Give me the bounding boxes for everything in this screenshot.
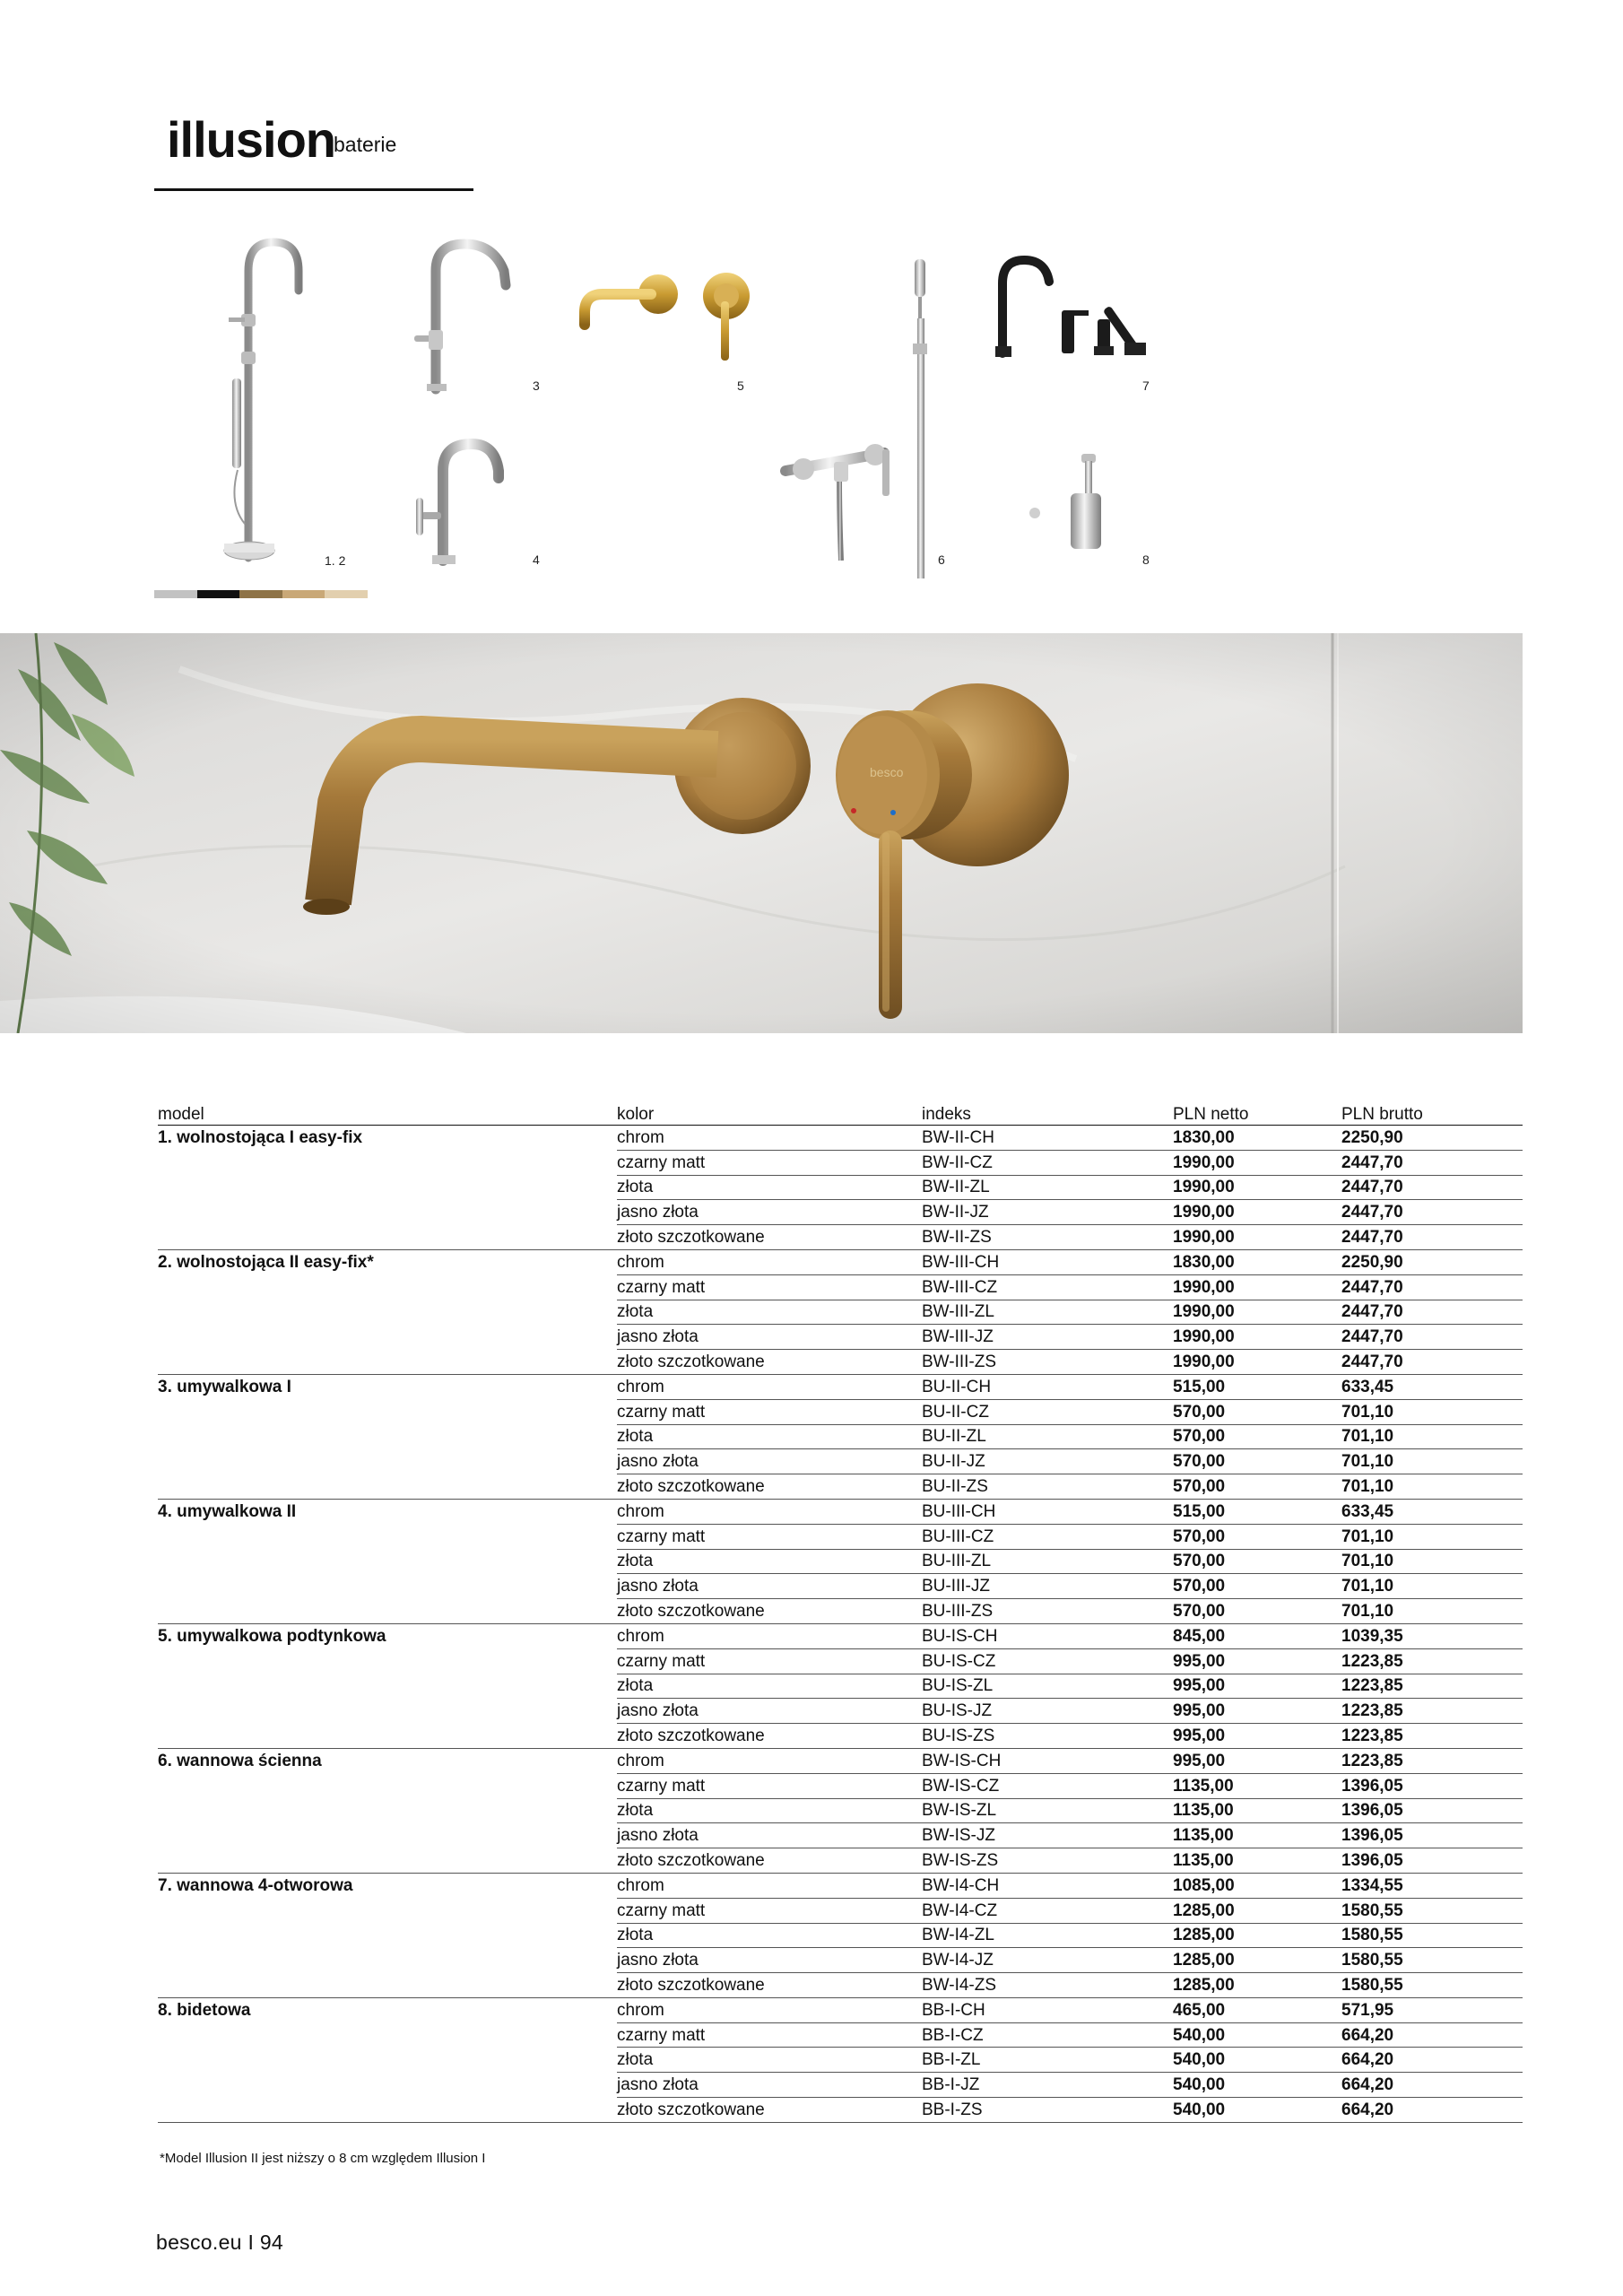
cell-model bbox=[158, 1798, 617, 1823]
cell-indeks: BW-I4-JZ bbox=[922, 1948, 1173, 1973]
cell-kolor: czarny matt bbox=[617, 2022, 922, 2048]
cell-model bbox=[158, 1599, 617, 1624]
cell-indeks: BU-II-CZ bbox=[922, 1399, 1173, 1424]
cell-pln-netto: 570,00 bbox=[1173, 1449, 1341, 1474]
product-basin-mixer-image bbox=[405, 426, 522, 570]
table-row bbox=[158, 1923, 1523, 1948]
cell-indeks: BW-III-ZS bbox=[922, 1350, 1173, 1375]
cell-pln-brutto: 701,10 bbox=[1341, 1599, 1523, 1624]
cell-pln-brutto: 1334,55 bbox=[1341, 1873, 1523, 1898]
product-number-label: 4 bbox=[533, 552, 540, 567]
cell-pln-netto: 1135,00 bbox=[1173, 1798, 1341, 1823]
cell-model: 6. wannowa ścienna bbox=[158, 1752, 322, 1771]
cell-indeks: BU-III-ZL bbox=[922, 1549, 1173, 1574]
column-header-indeks: indeks bbox=[922, 1098, 1173, 1126]
cell-indeks: BB-I-ZS bbox=[922, 2098, 1173, 2123]
cell-pln-brutto: 1396,05 bbox=[1341, 1848, 1523, 1874]
cell-pln-netto: 570,00 bbox=[1173, 1599, 1341, 1624]
cell-model bbox=[158, 2048, 617, 2073]
cell-pln-netto: 995,00 bbox=[1173, 1699, 1341, 1724]
product-number-label: 3 bbox=[533, 378, 540, 393]
cell-kolor: złota bbox=[617, 2048, 922, 2073]
cell-pln-netto: 995,00 bbox=[1173, 1748, 1341, 1773]
cell-pln-netto: 515,00 bbox=[1173, 1374, 1341, 1399]
cell-pln-netto: 1085,00 bbox=[1173, 1873, 1341, 1898]
cell-kolor: czarny matt bbox=[617, 1524, 922, 1549]
table-row bbox=[158, 1724, 1523, 1749]
product-concealed-basin-mixer-image bbox=[576, 269, 764, 368]
column-header-kolor: kolor bbox=[617, 1098, 922, 1126]
product-number-label: 5 bbox=[737, 378, 744, 393]
cell-pln-netto: 540,00 bbox=[1173, 2022, 1341, 2048]
table-row bbox=[158, 1997, 1523, 2022]
table-row bbox=[158, 1374, 1523, 1399]
footnote: *Model Illusion II jest niższy o 8 cm względem Illusion I bbox=[160, 2151, 486, 2166]
cell-indeks: BW-I4-ZS bbox=[922, 1973, 1173, 1998]
cell-pln-brutto: 1223,85 bbox=[1341, 1724, 1523, 1749]
cell-kolor: chrom bbox=[617, 1249, 922, 1274]
cell-pln-netto: 570,00 bbox=[1173, 1524, 1341, 1549]
cell-indeks: BW-II-JZ bbox=[922, 1200, 1173, 1225]
table-row bbox=[158, 1449, 1523, 1474]
table-row bbox=[158, 1274, 1523, 1300]
table-header-row bbox=[158, 1098, 1523, 1126]
cell-kolor: jasno złota bbox=[617, 1325, 922, 1350]
cell-pln-netto: 1990,00 bbox=[1173, 1225, 1341, 1250]
cell-pln-brutto: 1223,85 bbox=[1341, 1748, 1523, 1773]
title-underline bbox=[154, 188, 473, 191]
cell-indeks: BW-I4-ZL bbox=[922, 1923, 1173, 1948]
cell-kolor: złota bbox=[617, 1549, 922, 1574]
cell-pln-netto: 845,00 bbox=[1173, 1623, 1341, 1648]
cell-pln-netto: 570,00 bbox=[1173, 1574, 1341, 1599]
cell-kolor: złoto szczotkowane bbox=[617, 1724, 922, 1749]
table-row bbox=[158, 1499, 1523, 1524]
table-row bbox=[158, 2098, 1523, 2123]
cell-indeks: BU-III-CZ bbox=[922, 1524, 1173, 1549]
cell-pln-brutto: 664,20 bbox=[1341, 2048, 1523, 2073]
page-title: illusion bbox=[167, 111, 335, 168]
cell-kolor: złota bbox=[617, 1798, 922, 1823]
cell-pln-brutto: 701,10 bbox=[1341, 1399, 1523, 1424]
cell-pln-brutto: 701,10 bbox=[1341, 1574, 1523, 1599]
cell-indeks: BU-III-JZ bbox=[922, 1574, 1173, 1599]
cell-model bbox=[158, 2073, 617, 2098]
cell-pln-brutto: 2447,70 bbox=[1341, 1300, 1523, 1325]
cell-model bbox=[158, 1399, 617, 1424]
cell-pln-netto: 570,00 bbox=[1173, 1474, 1341, 1500]
cell-kolor: chrom bbox=[617, 1126, 922, 1151]
cell-indeks: BB-I-JZ bbox=[922, 2073, 1173, 2098]
cell-pln-netto: 465,00 bbox=[1173, 1997, 1341, 2022]
table-row bbox=[158, 2073, 1523, 2098]
cell-pln-brutto: 1223,85 bbox=[1341, 1674, 1523, 1699]
cell-model bbox=[158, 1848, 617, 1874]
table-row bbox=[158, 1674, 1523, 1699]
cell-indeks: BU-IS-CZ bbox=[922, 1648, 1173, 1674]
cell-pln-brutto: 2447,70 bbox=[1341, 1350, 1523, 1375]
table-row bbox=[158, 1126, 1523, 1151]
cell-pln-brutto: 1580,55 bbox=[1341, 1923, 1523, 1948]
cell-model bbox=[158, 1524, 617, 1549]
swatch-chrome bbox=[154, 590, 197, 598]
table-row bbox=[158, 1848, 1523, 1874]
page-subtitle: baterie bbox=[334, 133, 397, 156]
cell-pln-brutto: 2447,70 bbox=[1341, 1200, 1523, 1225]
table-row bbox=[158, 1898, 1523, 1923]
cell-model bbox=[158, 1200, 617, 1225]
table-row bbox=[158, 1175, 1523, 1200]
table-row bbox=[158, 1823, 1523, 1848]
cell-kolor: czarny matt bbox=[617, 1898, 922, 1923]
product-number-label: 8 bbox=[1142, 552, 1150, 567]
cell-kolor: złota bbox=[617, 1424, 922, 1449]
cell-kolor: złoto szczotkowane bbox=[617, 1848, 922, 1874]
table-row bbox=[158, 1873, 1523, 1898]
cell-model bbox=[158, 1574, 617, 1599]
table-row bbox=[158, 1549, 1523, 1574]
table-row bbox=[158, 1225, 1523, 1250]
cell-pln-brutto: 1223,85 bbox=[1341, 1699, 1523, 1724]
cell-pln-brutto: 664,20 bbox=[1341, 2073, 1523, 2098]
cell-pln-brutto: 701,10 bbox=[1341, 1449, 1523, 1474]
cell-indeks: BB-I-ZL bbox=[922, 2048, 1173, 2073]
product-number-label: 6 bbox=[938, 552, 945, 567]
cell-pln-brutto: 1580,55 bbox=[1341, 1948, 1523, 1973]
cell-kolor: jasno złota bbox=[617, 1574, 922, 1599]
cell-indeks: BW-IS-CZ bbox=[922, 1773, 1173, 1798]
cell-model bbox=[158, 1325, 617, 1350]
cell-kolor: złoto szczotkowane bbox=[617, 1599, 922, 1624]
cell-pln-brutto: 1580,55 bbox=[1341, 1973, 1523, 1998]
page-footer: besco.eu I 94 bbox=[156, 2231, 284, 2254]
table-row bbox=[158, 1748, 1523, 1773]
hero-photo-gold-wall-mixer bbox=[0, 633, 1523, 1033]
cell-model bbox=[158, 1225, 617, 1250]
cell-kolor: jasno złota bbox=[617, 1449, 922, 1474]
cell-indeks: BU-II-CH bbox=[922, 1374, 1173, 1399]
cell-pln-brutto: 1396,05 bbox=[1341, 1798, 1523, 1823]
table-row bbox=[158, 1574, 1523, 1599]
cell-kolor: chrom bbox=[617, 1499, 922, 1524]
cell-model bbox=[158, 1175, 617, 1200]
cell-model bbox=[158, 1274, 617, 1300]
cell-model bbox=[158, 1823, 617, 1848]
cell-model bbox=[158, 1150, 617, 1175]
cell-indeks: BU-II-ZL bbox=[922, 1424, 1173, 1449]
table-row bbox=[158, 2048, 1523, 2073]
cell-pln-brutto: 571,95 bbox=[1341, 1997, 1523, 2022]
cell-pln-netto: 1285,00 bbox=[1173, 1923, 1341, 1948]
cell-indeks: BU-II-ZS bbox=[922, 1474, 1173, 1500]
color-swatch-bar bbox=[154, 590, 368, 598]
table-row bbox=[158, 1424, 1523, 1449]
table-row bbox=[158, 1773, 1523, 1798]
table-row bbox=[158, 1300, 1523, 1325]
cell-kolor: czarny matt bbox=[617, 1274, 922, 1300]
cell-kolor: chrom bbox=[617, 1748, 922, 1773]
cell-pln-brutto: 1396,05 bbox=[1341, 1823, 1523, 1848]
cell-indeks: BU-IS-CH bbox=[922, 1623, 1173, 1648]
column-header-pln-netto: PLN netto bbox=[1173, 1098, 1341, 1126]
cell-model: 7. wannowa 4-otworowa bbox=[158, 1876, 353, 1896]
cell-kolor: jasno złota bbox=[617, 1200, 922, 1225]
cell-kolor: chrom bbox=[617, 1623, 922, 1648]
cell-model bbox=[158, 1648, 617, 1674]
table-row bbox=[158, 1249, 1523, 1274]
table-row bbox=[158, 1599, 1523, 1624]
cell-kolor: czarny matt bbox=[617, 1648, 922, 1674]
cell-model bbox=[158, 1300, 617, 1325]
cell-indeks: BW-I4-CH bbox=[922, 1873, 1173, 1898]
cell-indeks: BU-III-ZS bbox=[922, 1599, 1173, 1624]
cell-kolor: chrom bbox=[617, 1374, 922, 1399]
cell-kolor: czarny matt bbox=[617, 1399, 922, 1424]
cell-kolor: jasno złota bbox=[617, 2073, 922, 2098]
table-row bbox=[158, 1474, 1523, 1500]
cell-indeks: BB-I-CH bbox=[922, 1997, 1173, 2022]
price-table-body bbox=[158, 1126, 1523, 2123]
swatch-gold bbox=[282, 590, 325, 598]
table-row bbox=[158, 2022, 1523, 2048]
cell-pln-brutto: 664,20 bbox=[1341, 2022, 1523, 2048]
cell-pln-netto: 995,00 bbox=[1173, 1674, 1341, 1699]
cell-indeks: BW-III-JZ bbox=[922, 1325, 1173, 1350]
cell-indeks: BW-II-ZS bbox=[922, 1225, 1173, 1250]
cell-indeks: BW-III-ZL bbox=[922, 1300, 1173, 1325]
swatch-light-gold bbox=[325, 590, 368, 598]
table-row bbox=[158, 1648, 1523, 1674]
cell-pln-netto: 540,00 bbox=[1173, 2048, 1341, 2073]
cell-model bbox=[158, 1699, 617, 1724]
cell-indeks: BW-III-CH bbox=[922, 1249, 1173, 1274]
table-row bbox=[158, 1325, 1523, 1350]
product-4-hole-bath-mixer-image bbox=[983, 253, 1153, 370]
cell-model: 8. bidetowa bbox=[158, 2001, 251, 2021]
cell-pln-netto: 1990,00 bbox=[1173, 1300, 1341, 1325]
product-bidet-mixer-image bbox=[1026, 448, 1115, 556]
table-row bbox=[158, 1699, 1523, 1724]
cell-model bbox=[158, 1350, 617, 1375]
product-freestanding-mixer-image bbox=[202, 235, 318, 569]
product-number-label: 1. 2 bbox=[325, 553, 346, 568]
cell-model: 3. umywalkowa I bbox=[158, 1378, 291, 1397]
cell-pln-netto: 1135,00 bbox=[1173, 1773, 1341, 1798]
cell-pln-brutto: 1223,85 bbox=[1341, 1648, 1523, 1674]
cell-pln-brutto: 701,10 bbox=[1341, 1549, 1523, 1574]
cell-pln-netto: 1285,00 bbox=[1173, 1973, 1341, 1998]
table-row bbox=[158, 1524, 1523, 1549]
cell-pln-netto: 540,00 bbox=[1173, 2098, 1341, 2123]
cell-kolor: jasno złota bbox=[617, 1823, 922, 1848]
cell-pln-brutto: 664,20 bbox=[1341, 2098, 1523, 2123]
cell-kolor: złota bbox=[617, 1300, 922, 1325]
cell-pln-brutto: 633,45 bbox=[1341, 1374, 1523, 1399]
cell-kolor: złota bbox=[617, 1175, 922, 1200]
cell-pln-netto: 1285,00 bbox=[1173, 1948, 1341, 1973]
column-header-model: model bbox=[158, 1098, 617, 1126]
cell-indeks: BU-IS-ZS bbox=[922, 1724, 1173, 1749]
cell-kolor: złoto szczotkowane bbox=[617, 1474, 922, 1500]
table-row bbox=[158, 1399, 1523, 1424]
cell-pln-netto: 1990,00 bbox=[1173, 1274, 1341, 1300]
cell-model bbox=[158, 1674, 617, 1699]
cell-model: 5. umywalkowa podtynkowa bbox=[158, 1627, 386, 1647]
product-tall-basin-mixer-image bbox=[405, 235, 522, 396]
table-row bbox=[158, 1623, 1523, 1648]
cell-pln-netto: 570,00 bbox=[1173, 1424, 1341, 1449]
cell-pln-brutto: 1396,05 bbox=[1341, 1773, 1523, 1798]
cell-kolor: złota bbox=[617, 1674, 922, 1699]
cell-model bbox=[158, 1773, 617, 1798]
cell-indeks: BW-IS-JZ bbox=[922, 1823, 1173, 1848]
cell-pln-brutto: 1039,35 bbox=[1341, 1623, 1523, 1648]
cell-indeks: BW-IS-CH bbox=[922, 1748, 1173, 1773]
column-header-pln-brutto: PLN brutto bbox=[1341, 1098, 1523, 1126]
table-row bbox=[158, 1973, 1523, 1998]
cell-model: 4. umywalkowa II bbox=[158, 1502, 297, 1522]
cell-pln-netto: 995,00 bbox=[1173, 1724, 1341, 1749]
cell-model bbox=[158, 1724, 617, 1749]
cell-pln-netto: 1285,00 bbox=[1173, 1898, 1341, 1923]
cell-model bbox=[158, 1948, 617, 1973]
cell-pln-netto: 1990,00 bbox=[1173, 1350, 1341, 1375]
cell-pln-netto: 1990,00 bbox=[1173, 1200, 1341, 1225]
cell-pln-netto: 995,00 bbox=[1173, 1648, 1341, 1674]
cell-kolor: złoto szczotkowane bbox=[617, 1973, 922, 1998]
cell-kolor: czarny matt bbox=[617, 1150, 922, 1175]
cell-model bbox=[158, 1449, 617, 1474]
cell-pln-brutto: 701,10 bbox=[1341, 1424, 1523, 1449]
cell-pln-netto: 1990,00 bbox=[1173, 1175, 1341, 1200]
cell-model bbox=[158, 1923, 617, 1948]
cell-pln-netto: 1135,00 bbox=[1173, 1848, 1341, 1874]
table-row bbox=[158, 1200, 1523, 1225]
table-row bbox=[158, 1350, 1523, 1375]
cell-model bbox=[158, 1549, 617, 1574]
cell-pln-netto: 540,00 bbox=[1173, 2073, 1341, 2098]
cell-indeks: BU-IS-ZL bbox=[922, 1674, 1173, 1699]
cell-model bbox=[158, 1474, 617, 1500]
cell-pln-netto: 1830,00 bbox=[1173, 1126, 1341, 1151]
swatch-brushed-gold bbox=[239, 590, 282, 598]
cell-pln-brutto: 2250,90 bbox=[1341, 1126, 1523, 1151]
table-row bbox=[158, 1948, 1523, 1973]
cell-indeks: BW-I4-CZ bbox=[922, 1898, 1173, 1923]
cell-kolor: złoto szczotkowane bbox=[617, 2098, 922, 2123]
cell-pln-netto: 1135,00 bbox=[1173, 1823, 1341, 1848]
cell-kolor: jasno złota bbox=[617, 1948, 922, 1973]
cell-pln-netto: 570,00 bbox=[1173, 1399, 1341, 1424]
cell-model bbox=[158, 2098, 617, 2123]
cell-indeks: BW-IS-ZL bbox=[922, 1798, 1173, 1823]
cell-pln-brutto: 2447,70 bbox=[1341, 1225, 1523, 1250]
cell-indeks: BU-III-CH bbox=[922, 1499, 1173, 1524]
product-wall-bath-mixer-image bbox=[777, 256, 938, 578]
cell-indeks: BW-II-CH bbox=[922, 1126, 1173, 1151]
cell-pln-brutto: 1580,55 bbox=[1341, 1898, 1523, 1923]
cell-model bbox=[158, 2022, 617, 2048]
cell-pln-brutto: 2447,70 bbox=[1341, 1150, 1523, 1175]
cell-pln-brutto: 2447,70 bbox=[1341, 1325, 1523, 1350]
cell-kolor: złota bbox=[617, 1923, 922, 1948]
cell-indeks: BB-I-CZ bbox=[922, 2022, 1173, 2048]
cell-indeks: BU-IS-JZ bbox=[922, 1699, 1173, 1724]
cell-kolor: chrom bbox=[617, 1997, 922, 2022]
cell-indeks: BU-II-JZ bbox=[922, 1449, 1173, 1474]
cell-kolor: chrom bbox=[617, 1873, 922, 1898]
cell-kolor: jasno złota bbox=[617, 1699, 922, 1724]
cell-kolor: złoto szczotkowane bbox=[617, 1350, 922, 1375]
cell-pln-brutto: 633,45 bbox=[1341, 1499, 1523, 1524]
cell-pln-netto: 1990,00 bbox=[1173, 1325, 1341, 1350]
cell-kolor: złoto szczotkowane bbox=[617, 1225, 922, 1250]
table-row bbox=[158, 1150, 1523, 1175]
table-row bbox=[158, 1798, 1523, 1823]
cell-pln-brutto: 701,10 bbox=[1341, 1474, 1523, 1500]
cell-model bbox=[158, 1973, 617, 1998]
product-number-label: 7 bbox=[1142, 378, 1150, 393]
price-table bbox=[158, 1098, 1523, 2123]
cell-indeks: BW-II-ZL bbox=[922, 1175, 1173, 1200]
cell-pln-brutto: 2447,70 bbox=[1341, 1274, 1523, 1300]
cell-pln-brutto: 2250,90 bbox=[1341, 1249, 1523, 1274]
cell-pln-netto: 1830,00 bbox=[1173, 1249, 1341, 1274]
cell-model: 1. wolnostojąca I easy-fix bbox=[158, 1128, 363, 1148]
cell-pln-netto: 515,00 bbox=[1173, 1499, 1341, 1524]
cell-model bbox=[158, 1424, 617, 1449]
cell-model bbox=[158, 1898, 617, 1923]
cell-kolor: czarny matt bbox=[617, 1773, 922, 1798]
cell-pln-brutto: 701,10 bbox=[1341, 1524, 1523, 1549]
cell-pln-brutto: 2447,70 bbox=[1341, 1175, 1523, 1200]
cell-indeks: BW-IS-ZS bbox=[922, 1848, 1173, 1874]
cell-indeks: BW-II-CZ bbox=[922, 1150, 1173, 1175]
cell-pln-netto: 570,00 bbox=[1173, 1549, 1341, 1574]
cell-pln-netto: 1990,00 bbox=[1173, 1150, 1341, 1175]
cell-indeks: BW-III-CZ bbox=[922, 1274, 1173, 1300]
swatch-black-matt bbox=[197, 590, 240, 598]
cell-model: 2. wolnostojąca II easy-fix* bbox=[158, 1253, 374, 1273]
